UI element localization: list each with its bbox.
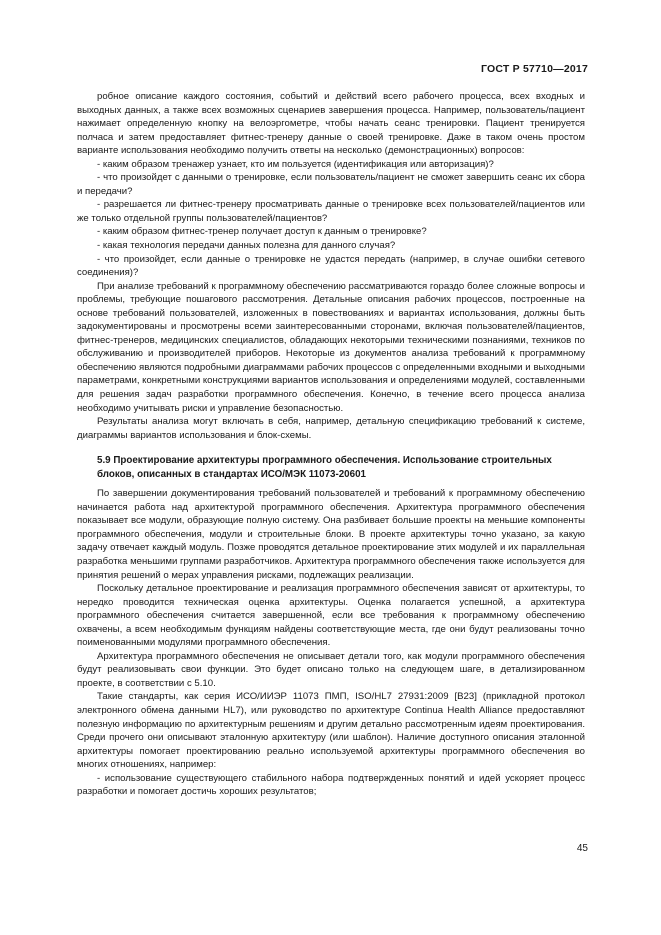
page-body <box>77 90 585 799</box>
list-item: - каким образом фитнес-тренер получает доступ к данным о тренировке? <box>97 226 427 238</box>
list-item: - использование существующего стабильного набора подтвержденных понятий и идей ускоряет процесс разработки и помогает достичь хороших результатов; <box>77 772 585 798</box>
list-item: - какая технология передачи данных полезна для данного случая? <box>97 240 396 252</box>
list-item: - что произойдет с данными о тренировке, если пользователь/пациент не сможет завершить сеанс их сбора и передачи? <box>77 172 585 197</box>
document-code: ГОСТ Р 57710—2017 <box>480 63 588 75</box>
paragraph-continuation: робное описание каждого состояния, событий и действий всего рабочего процесса, всех входных и выходных данных, а также всех возможных сценариев завершения процесса. Например, пользователь/пациент нажимает определенную кнопку на велоэргометре, чтобы начать сеанс тренировки. Пациент тренируется полчаса и затем предоставляет фитнес-тренеру данные о своей тренировке. Даже в таком очень простом варианте использования необходимо получить ответы на несколько (демонстрационных) вопросов: <box>77 91 585 157</box>
paragraph: Поскольку детальное проектирование и реализация программного обеспечения зависят от архитектуры, то нередко проводится техническая оценка архитектуры. Оценка полагается успешной, а архитектура программного обеспечения считается завершенной, если все требования к программному обеспечению охвачены, а всем необходимым функциям найдены соответствующие места, где они будут реализованы точно поименованными модулями программного обеспечения. <box>77 583 585 649</box>
list-item: - разрешается ли фитнес-тренеру просматривать данные о тренировке всех пользователей/пациентов или же только отдельной группы пользователей/пациентов? <box>77 199 585 224</box>
list-item: - каким образом тренажер узнает, кто им пользуется (идентификация или авторизация)? <box>97 158 494 170</box>
page-number: 45 <box>576 843 588 854</box>
paragraph: При анализе требований к программному обеспечению рассматриваются гораздо более сложные вопросы и проблемы, требующие пошагового рассмотрения. Детальные описания рабочих процессов, построенные на основе требований пользователей, изложенных в повествованиях и вариантах использования, должны быть задокументированы и просмотрены всеми заинтересованными сторонами, включая пользователей/пациентов, фитнес-тренеров, медицинских специалистов, обладающих некоторыми техническими познаниями, техников по обслуживанию и производителей приборов. Некоторые из документов анализа требований к программному обеспечению являются подробными диаграммами рабочих процессов с определенными входными и выходными параметрами, конкретными конструкциями вариантов использования и определениями модулей, составленными для решения задач разработки программного обеспечения. Конечно, в течение всего процесса анализа необходимо учитывать риски и управление безопасностью. <box>77 280 585 414</box>
paragraph: По завершении документирования требований пользователей и требований к программному обеспечению начинается работа над архитектурой программного обеспечения. Архитектура программного обеспечения показывает все модули, образующие полную систему. Она разбивает большие проекты на меньшие компоненты программного обеспечения, модули и строительные блоки. В проекте архитектуры точно указано, за какую задачу отвечает каждый модуль. Позже проводятся детальное проектирование этих модулей и их параллельная разработка меньшими группами разработчиков. Архитектура программного обеспечения также используется для принятия решений о мерах управления рисками, подлежащих реализации. <box>77 488 585 581</box>
list-item: - что произойдет, если данные о тренировке не удастся передать (например, в случае ошибки сетевого соединения)? <box>77 253 585 279</box>
paragraph: Результаты анализа могут включать в себя, например, детальную спецификацию требований к системе, диаграммы вариантов использования и блок-схемы. <box>77 416 585 441</box>
paragraph: Архитектура программного обеспечения не описывает детали того, как модули программного обеспечения будут реализовывать свои функции. Это будет описано только на следующем шаге, в детализированном проекте, в соответствии с 5.10. <box>77 650 585 689</box>
section-heading: 5.9 Проектирование архитектуры программного обеспечения. Использование строительных блоков, описанных в стандартах ИСО/МЭК 11073-20601 <box>97 455 552 480</box>
paragraph: Такие стандарты, как серия ИСО/ИИЭР 11073 ПМП, ISO/HL7 27931:2009 [B23] (прикладной протокол электронного обмена данными HL7), или руководство по архитектуре Continua Health Alliance предоставляют полезную информацию по архитектурным решениям и другим детально рассмотренным идеям проектирования. Среди прочего они описывают эталонную архитектуру (или шаблон). Наличие доступного описания эталонной архитектуры помогает проектированию реально используемой архитектуры программного обеспечения во многих отношениях, например: <box>77 691 585 771</box>
